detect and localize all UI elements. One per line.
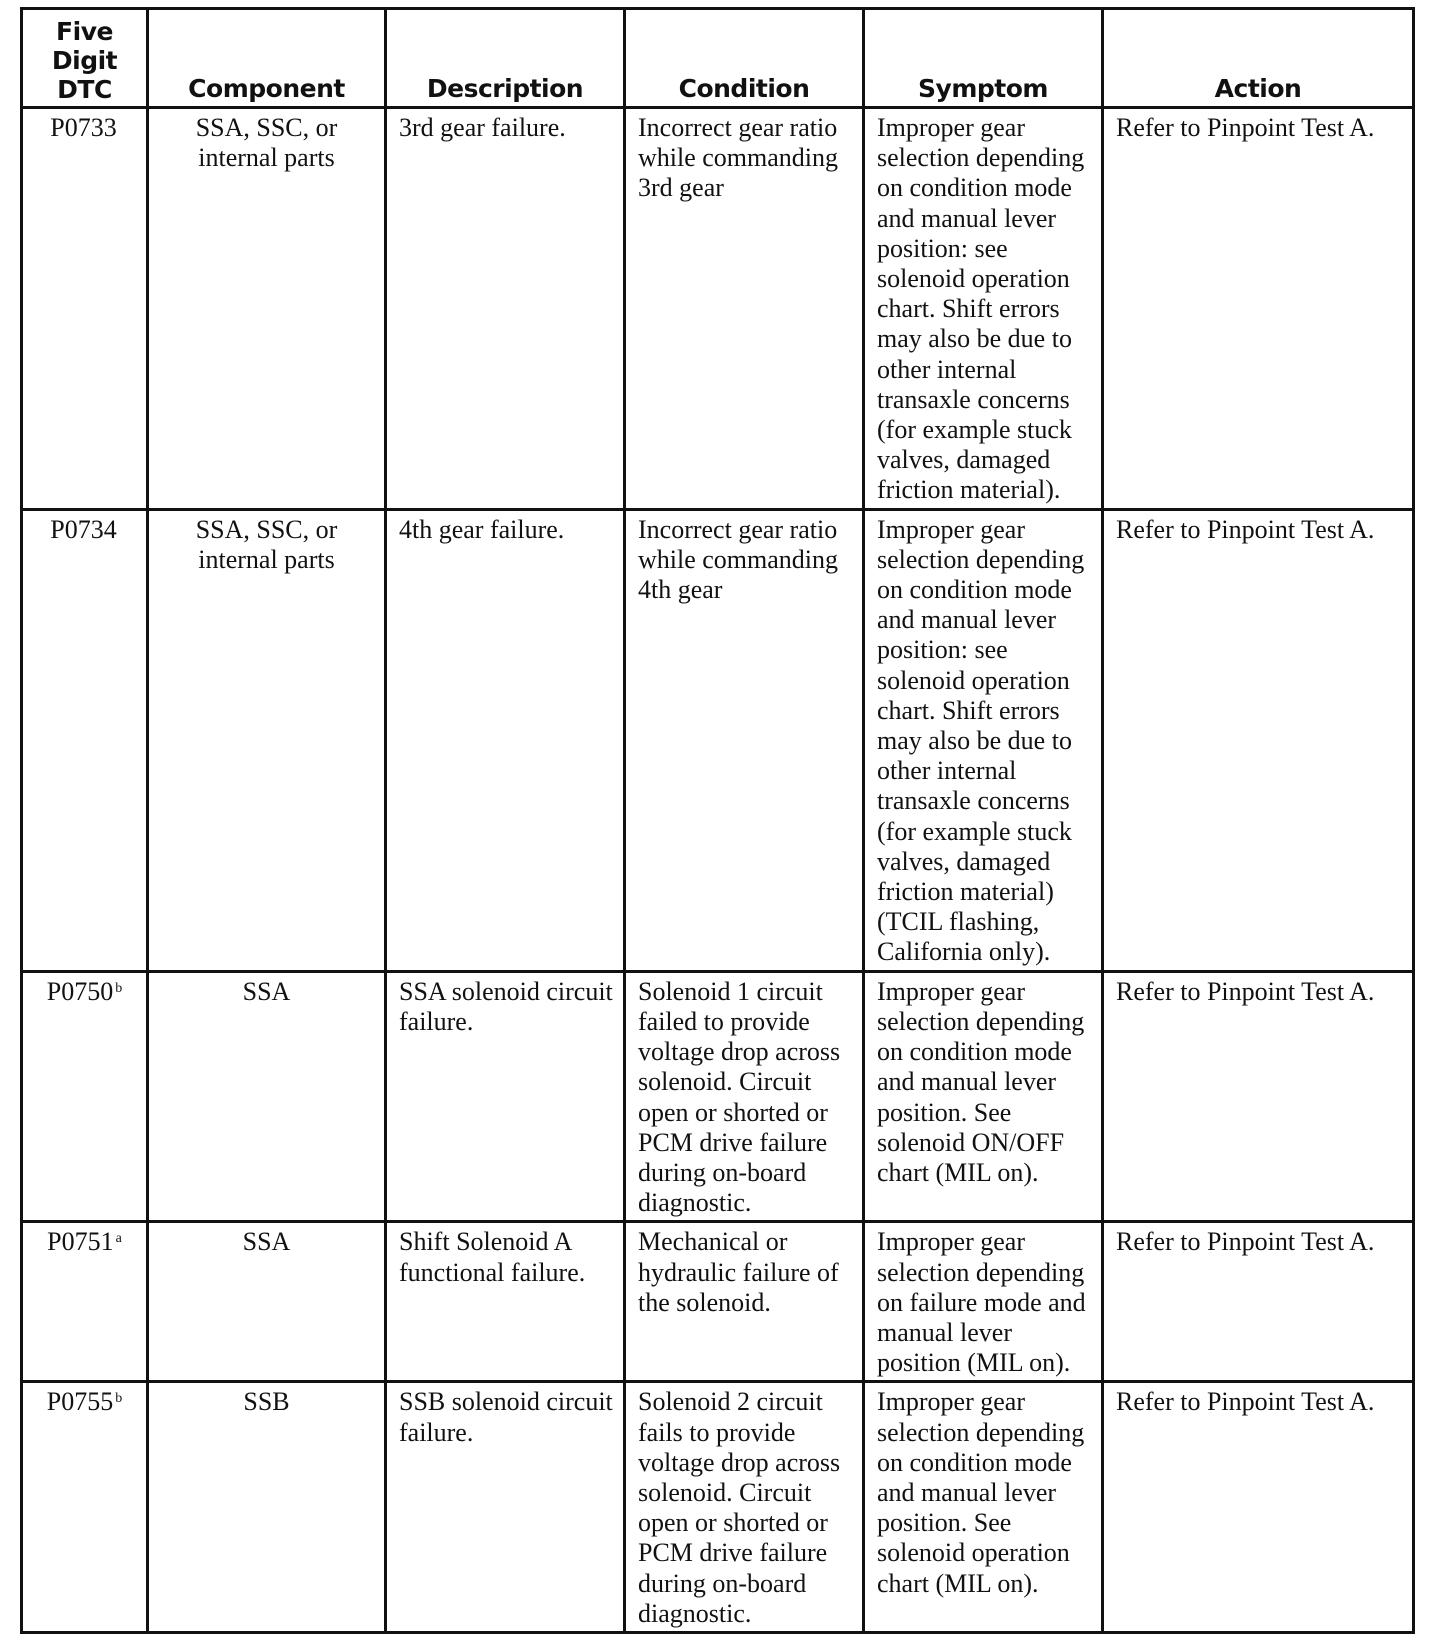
condition-cell: Incorrect gear ratio while commanding 3rd gear <box>625 108 864 510</box>
table-row <box>22 1222 1414 1382</box>
dtc-code: P0750 <box>46 976 114 1006</box>
action-cell: Refer to Pinpoint Test A. <box>1103 971 1414 1222</box>
dtc-cell <box>22 1222 148 1382</box>
dtc-cell <box>22 1382 148 1633</box>
dtc-footnote-mark: b <box>115 1391 123 1407</box>
component-cell: SSA <box>148 1222 386 1382</box>
table-header-row <box>22 9 1414 108</box>
dtc-footnote-mark: a <box>115 1231 122 1247</box>
table-row <box>22 108 1414 510</box>
symptom-cell: Improper gear selection depending on condition mode and manual lever position. See solenoid operation chart (MIL on). <box>864 1382 1103 1633</box>
header-symptom: Symptom <box>864 9 1103 108</box>
dtc-cell <box>22 971 148 1222</box>
table-row <box>22 509 1414 971</box>
dtc-table <box>20 7 1415 1634</box>
description-cell: Shift Solenoid A functional failure. <box>386 1222 625 1382</box>
header-dtc-line2: Digit <box>51 46 118 75</box>
table-row <box>22 971 1414 1222</box>
symptom-cell: Improper gear selection depending on condition mode and manual lever position: see solenoid operation chart. Shift errors may also be due to other internal transaxle concerns (for example stuck valves, damaged friction material) (TCIL flashing, California only). <box>864 509 1103 971</box>
dtc-cell <box>22 509 148 971</box>
description-cell: 3rd gear failure. <box>386 108 625 510</box>
header-condition: Condition <box>625 9 864 108</box>
dtc-code: P0734 <box>50 514 117 544</box>
dtc-code: P0733 <box>50 113 117 142</box>
dtc-code: P0755 <box>46 1387 114 1417</box>
header-dtc-line3: DTC <box>57 75 112 104</box>
header-description: Description <box>386 9 625 108</box>
symptom-cell: Improper gear selection depending on condition mode and manual lever position: see solenoid operation chart. Shift errors may also be due to other internal transaxle concerns (for example stuck valves, damaged friction material). <box>864 108 1103 510</box>
condition-cell: Incorrect gear ratio while commanding 4th gear <box>625 509 864 971</box>
action-cell: Refer to Pinpoint Test A. <box>1103 1222 1414 1382</box>
symptom-cell: Improper gear selection depending on condition mode and manual lever position. See solenoid ON/OFF chart (MIL on). <box>864 971 1103 1222</box>
header-dtc-line1: Five <box>56 17 113 46</box>
header-action: Action <box>1103 9 1414 108</box>
symptom-cell: Improper gear selection depending on failure mode and manual lever position (MIL on). <box>864 1222 1103 1382</box>
component-cell: SSB <box>148 1382 386 1633</box>
description-cell: 4th gear failure. <box>386 509 625 971</box>
header-component: Component <box>148 9 386 108</box>
action-cell: Refer to Pinpoint Test A. <box>1103 1382 1414 1633</box>
condition-cell: Solenoid 1 circuit failed to provide voltage drop across solenoid. Circuit open or shorted or PCM drive failure during on-board diagnostic. <box>625 971 864 1222</box>
action-cell: Refer to Pinpoint Test A. <box>1103 108 1414 510</box>
dtc-code: P0751 <box>47 1227 114 1257</box>
condition-cell: Solenoid 2 circuit fails to provide voltage drop across solenoid. Circuit open or shorted or PCM drive failure during on-board diagnostic. <box>625 1382 864 1633</box>
action-cell: Refer to Pinpoint Test A. <box>1103 509 1414 971</box>
component-cell: SSA <box>148 971 386 1222</box>
dtc-cell <box>22 108 148 510</box>
table-row <box>22 1382 1414 1633</box>
description-cell: SSA solenoid circuit failure. <box>386 971 625 1222</box>
component-cell: SSA, SSC, or internal parts <box>148 108 386 510</box>
condition-cell: Mechanical or hydraulic failure of the solenoid. <box>625 1222 864 1382</box>
header-five-digit-dtc <box>22 9 148 108</box>
dtc-footnote-mark: b <box>115 980 123 996</box>
component-cell: SSA, SSC, or internal parts <box>148 509 386 971</box>
description-cell: SSB solenoid circuit failure. <box>386 1382 625 1633</box>
